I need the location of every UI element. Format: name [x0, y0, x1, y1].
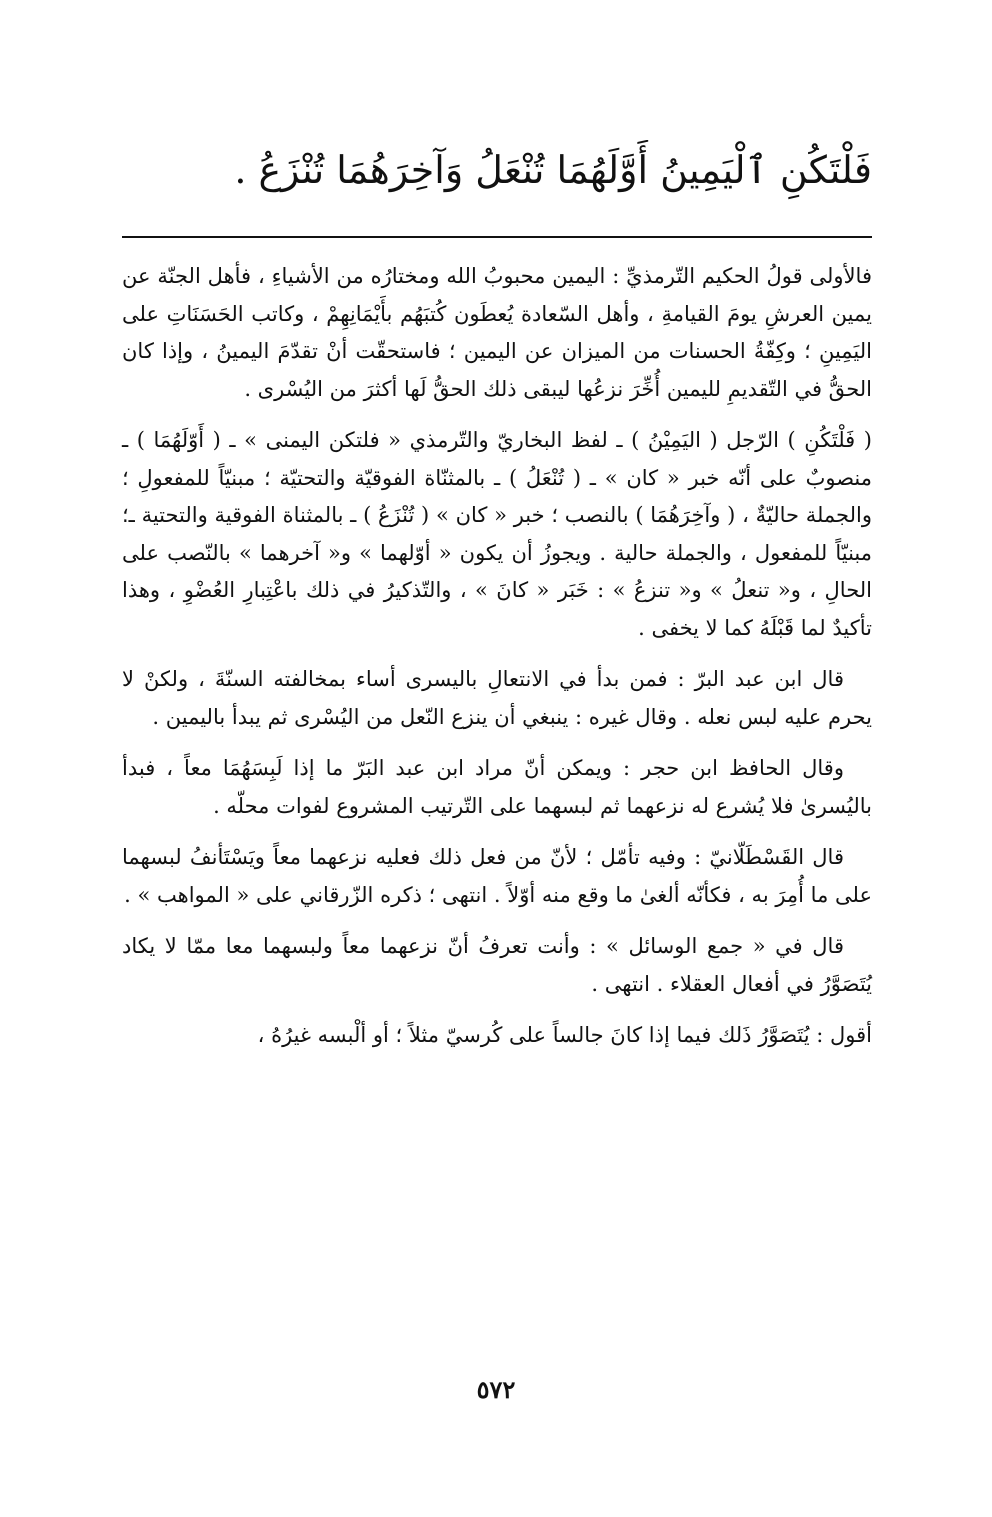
- commentary-paragraph-4: وقال الحافظ ابن حجر : ويمكن أنّ مراد ابن عبد البَرّ ما إذا لَبِسَهُمَا معاً ، فبدأ باليُسرىٰ فلا يُشرع له نزعهما ثم لبسهما على التّرتيب المشروع لفوات محلّه .: [122, 756, 872, 818]
- commentary-paragraph-7: أقول : يُتَصَوَّرُ ذَلك فيما إذا كانَ جالساً على كُرسيّ مثلاً ؛ أو ألْبسه غيرُهُ ،: [257, 1023, 872, 1047]
- commentary-paragraph-1: فالأولى قولُ الحكيم التّرمذيِّ : اليمين محبوبُ الله ومختارُه من الأشياءِ ، فأهل الجنّة عن يمين العرشِ يومَ القيامةِ ، وأهل السّعادة يُعطَون كُتبَهُم بأَيْمَانِهِمْ ، وكاتب الحَسَنَاتِ على اليَمِينِ ؛ وكِفّةُ الحسنات من الميزان عن اليمين ؛ فاستحقّت أنْ تقدّمَ اليمينُ ، وإذا كان الحقُّ في التّقديمِ لليمين أُخِّرَ نزعُها ليبقى ذلك الحقُّ لَها أكثرَ من اليُسْرى .: [122, 264, 872, 401]
- commentary-body: [122, 258, 872, 1069]
- commentary-paragraph-5: قال القَسْطَلّانيّ : وفيه تأمّل ؛ لأنّ من فعل ذلك فعليه نزعهما معاً ويَسْتَأنفُ لبسهما على ما أُمِرَ به ، فكأنّه ألغىٰ ما وقع منه أوّلاً . انتهى ؛ ذكره الزّرقاني على « المواهب » .: [122, 845, 872, 907]
- footnote-divider: [122, 236, 872, 238]
- commentary-paragraph-2: ( فَلْتَكُنِ ) الرّجل ( اليَمِيْنُ ) ـ لفظ البخاريّ والتّرمذي « فلتكن اليمنى » ـ ( أَوّلَهُمَا ) ـ منصوبٌ على أنّه خبر « كان » ـ ( تُنْعَلُ ) ـ بالمثنّاة الفوقيّة والتحتيّة ؛ مبنيّاً للمفعولِ ؛ والجملة حاليّةٌ ، ( وآخِرَهُمَا ) بالنصب ؛ خبر « كان » ( تُنْزَعُ ) ـ بالمثناة الفوقية والتحتية ـ؛ مبنيّاً للمفعول ، والجملة حالية . ويجوزُ أن يكون « أوّلهما » و« آخرهما » بالنّصب على الحالِ ، و« تنعلُ » و« تنزعُ » : خَبَر « كانَ » ، والتّذكيرُ في ذلك باعْتِبارِ العُضْوِ ، وهذا تأكيدٌ لما قَبْلَهُ كما لا يخفى .: [122, 428, 872, 640]
- commentary-paragraph-6: قال في « جمع الوسائل » : وأنت تعرفُ أنّ نزعهما معاً ولبسهما معا ممّا لا يكاد يُتَصَوَّرُ في أفعال العقلاء . انتهى .: [122, 934, 872, 996]
- page-number: ٥٧٢: [476, 1375, 516, 1404]
- commentary-paragraph-3: قال ابن عبد البرّ : فمن بدأ في الانتعالِ باليسرى أساء بمخالفته السنّةَ ، ولكنْ لا يحرم عليه لبس نعله . وقال غيره : ينبغي أن ينزع النّعل من اليُسْرى ثم يبدأ باليمين .: [122, 667, 872, 729]
- hadith-text: فَلْتَكُنِ ٱلْيَمِينُ أَوَّلَهُمَا تُنْعَلُ وَآخِرَهُمَا تُنْزَعُ .: [234, 148, 872, 192]
